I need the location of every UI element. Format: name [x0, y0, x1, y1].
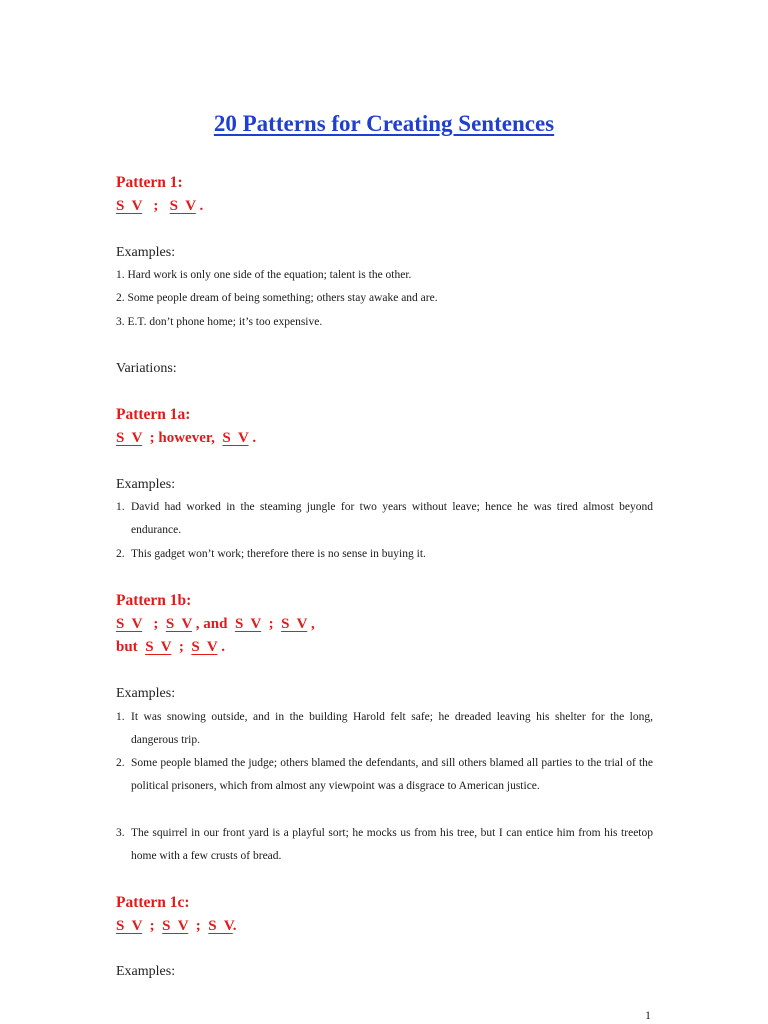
example-text: David had worked in the steaming jungle for two years without leave; hence he was tired almost beyond endurance.	[131, 501, 653, 537]
pattern-1c-formula	[116, 918, 237, 935]
formula-punct: ; however,	[149, 430, 215, 446]
formula-punct: ;	[195, 918, 201, 934]
example-text: It was snowing outside, and in the building Harold felt safe; he dreaded leaving his shelter for the long, dangerous trip.	[131, 711, 653, 747]
formula-punct: .	[252, 430, 257, 446]
formula-sv: S V	[116, 198, 143, 214]
pattern-1a-formula	[116, 430, 256, 447]
formula-punct: ,	[311, 616, 315, 632]
formula-punct: ;	[149, 918, 155, 934]
pattern-1-example: 1. Hard work is only one side of the equation; talent is the other.	[116, 269, 412, 281]
example-number: 1.	[116, 711, 125, 723]
formula-punct: .	[199, 198, 204, 214]
pattern-1c-heading: Pattern 1c:	[116, 894, 190, 911]
formula-sv: S V	[191, 639, 218, 655]
formula-sv: S V	[208, 918, 233, 934]
formula-punct: ;	[178, 639, 184, 655]
formula-punct: .	[221, 639, 225, 655]
pattern-1a-example	[116, 543, 653, 566]
formula-sv: S V	[281, 616, 308, 632]
example-number: 1.	[116, 501, 125, 513]
pattern-1a-heading: Pattern 1a:	[116, 406, 191, 423]
formula-sv: S V	[116, 918, 143, 934]
formula-sv: S V	[116, 616, 143, 632]
pattern-1-formula	[116, 198, 203, 215]
example-text: This gadget won’t work; therefore there is no sense in buying it.	[131, 548, 426, 560]
formula-punct: ;	[153, 616, 159, 632]
formula-sv: S V	[165, 616, 193, 632]
formula-punct: , and	[195, 616, 228, 632]
example-number: 3.	[116, 827, 125, 839]
pattern-1-examples-label: Examples:	[116, 245, 176, 260]
page-title: 20 Patterns for Creating Sentences	[213, 111, 555, 136]
pattern-1b-example	[116, 752, 653, 799]
formula-punct: .	[232, 918, 237, 934]
pattern-1-example: 2. Some people dream of being something; others stay awake and are.	[116, 292, 438, 304]
formula-sv: S V	[162, 918, 189, 934]
pattern-1b-formula-line1	[116, 616, 315, 633]
formula-punct: ;	[153, 198, 159, 214]
formula-sv: S V	[145, 639, 172, 655]
page-number: 1	[645, 1008, 651, 1022]
pattern-1a-example	[116, 496, 653, 543]
pattern-1c-examples-label: Examples:	[116, 964, 176, 979]
formula-sv: S V	[234, 616, 262, 632]
formula-conjunction: but	[116, 639, 138, 655]
example-text: The squirrel in our front yard is a playful sort; he mocks us from his tree, but I can entice him from his treetop home with a few crusts of bread.	[131, 827, 653, 863]
pattern-1b-formula-line2	[116, 639, 225, 656]
pattern-1-heading: Pattern 1:	[116, 174, 183, 191]
formula-punct: ;	[268, 616, 274, 632]
formula-sv: S V	[116, 430, 143, 446]
pattern-1a-examples-label: Examples:	[116, 477, 176, 492]
pattern-1b-example	[116, 706, 653, 753]
formula-sv: S V	[222, 430, 249, 446]
formula-sv: S V	[169, 198, 196, 214]
example-text: Some people blamed the judge; others blamed the defendants, and sill others blamed all parties to the trial of the political prisoners, which from almost any viewpoint was a disgrace to American justice.	[131, 757, 653, 793]
pattern-1b-heading: Pattern 1b:	[116, 592, 192, 609]
pattern-1b-examples-label: Examples:	[116, 686, 176, 701]
example-number: 2.	[116, 757, 125, 769]
pattern-1-example: 3. E.T. don’t phone home; it’s too expensive.	[116, 316, 323, 328]
pattern-1b-example	[116, 822, 653, 869]
variations-label: Variations:	[116, 361, 177, 376]
example-number: 2.	[116, 548, 125, 560]
